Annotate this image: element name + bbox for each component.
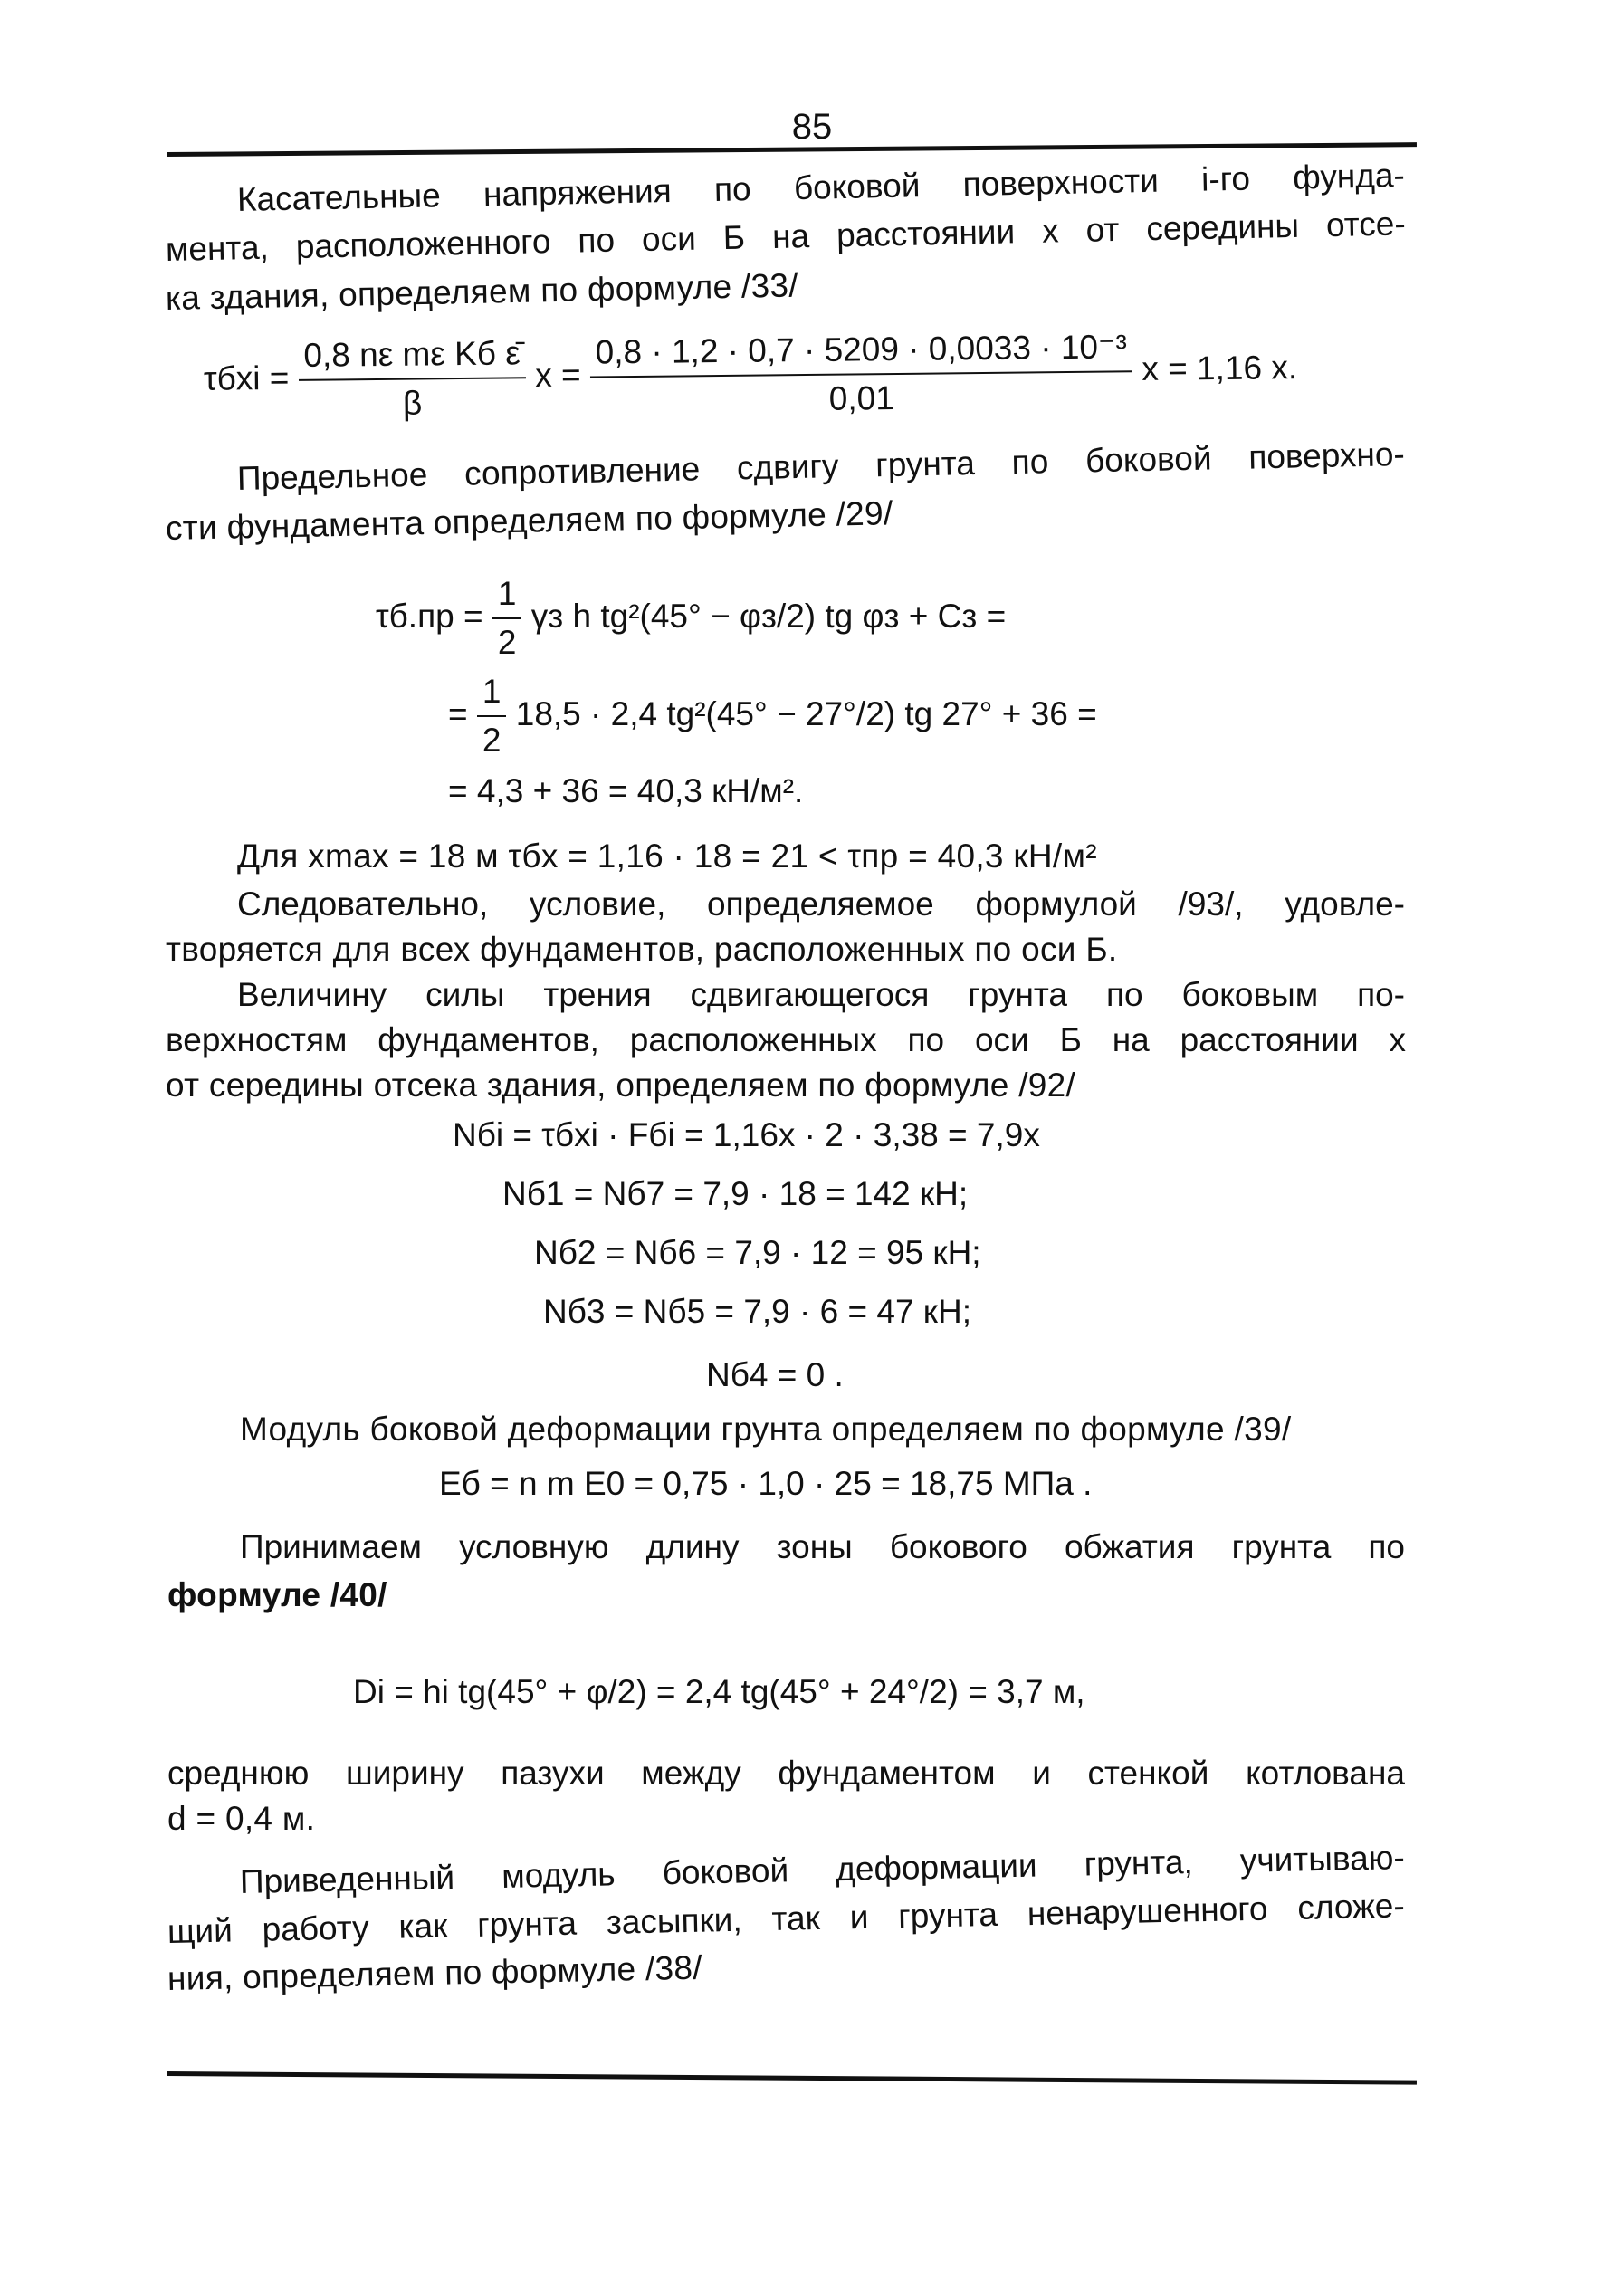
- p1-line1: Касательные напряжения по боковой поверхности i-го фунда-: [236, 156, 1406, 218]
- eq1-num2: 0,8 · 1,2 · 0,7 · 5209 · 0,0033 · 10⁻³: [589, 325, 1132, 378]
- eq3-line5: Nб4 = 0 .: [706, 1356, 844, 1393]
- p5-line1: Модуль боковой деформации грунта определяем по формуле /39/: [240, 1411, 1292, 1448]
- eq1-fraction-1: [298, 331, 526, 426]
- p1-line2: мента, расположенного по оси Б на расстоянии x от середины отсе-: [165, 205, 1407, 268]
- eq2-num: 1: [492, 572, 522, 619]
- eq2-l2-body: 18,5 · 2,4 tg²(45° − 27°/2) tg 27° + 36 =: [515, 694, 1097, 732]
- eq3-line1: Nбi = τбxi · Fбi = 1,16x · 2 · 3,38 = 7,9x: [453, 1116, 1040, 1153]
- eq1-lhs: τбxi =: [203, 359, 290, 397]
- p8-line3: ния, определяем по формуле /38/: [167, 1948, 703, 1997]
- p2-line1: Предельное сопротивление сдвигу грунта по боковой поверхно-: [236, 435, 1406, 497]
- p4-line3: от середины отсека здания, определяем по формуле /92/: [166, 1067, 1076, 1104]
- eq2-den: 2: [497, 624, 517, 661]
- equation-29-line2: [448, 670, 1097, 762]
- eq3-line3: Nб2 = Nб6 = 7,9 · 12 = 95 кН;: [534, 1234, 981, 1271]
- p1-line3: ка здания, определяем по формуле /33/: [165, 266, 799, 317]
- eq2-l2-den: 2: [482, 722, 502, 759]
- equation-40: Di = hi tg(45° + φ/2) = 2,4 tg(45° + 24°/2) = 3,7 м,: [353, 1673, 1085, 1710]
- eq2-half: [492, 572, 522, 665]
- eq3-line2: Nб1 = Nб7 = 7,9 · 18 = 142 кН;: [502, 1175, 969, 1212]
- p6-line1: Принимаем условную длину зоны бокового обжатия грунта по: [240, 1528, 1405, 1565]
- p3-line1: Для xmax = 18 м τбx = 1,16 · 18 = 21 < τпр = 40,3 кН/м²: [237, 837, 1097, 875]
- eq2-body: γз h tg²(45° − φз/2) tg φз + Cз =: [530, 597, 1007, 635]
- eq2-l2-half: [477, 670, 507, 762]
- p4-line2: верхностям фундаментов, расположенных по оси Б на расстоянии x: [166, 1021, 1406, 1058]
- page-number: 85: [791, 107, 833, 147]
- eq1-den1: β: [402, 384, 423, 422]
- eq1-fraction-2: [589, 325, 1132, 423]
- p8-line1: Приведенный модуль боковой деформации грунта, учитываю-: [239, 1839, 1406, 1900]
- p3-line3: творяется для всех фундаментов, расположенных по оси Б.: [166, 931, 1118, 968]
- eq2-lhs: τб.пр =: [376, 597, 483, 635]
- eq2-l2-pre: =: [448, 694, 468, 732]
- bottom-rule: [167, 2071, 1417, 2085]
- equation-29-line3: = 4,3 + 36 = 40,3 кН/м².: [448, 772, 804, 809]
- p6-line2: формуле /40/: [167, 1576, 387, 1613]
- p7-line2: d = 0,4 м.: [167, 1800, 316, 1837]
- eq1-num1: 0,8 nε mε Kб ε̄: [298, 331, 526, 381]
- p4-line1: Величину силы трения сдвигающегося грунта по боковым по-: [237, 976, 1405, 1013]
- equation-33: [203, 323, 1297, 427]
- p8-line2: щий работу как грунта засыпки, так и грунта ненарушенного сложе-: [167, 1887, 1406, 1950]
- equation-29-line1: [376, 572, 1006, 665]
- p2-line2: сти фундамента определяем по формуле /29/: [165, 494, 893, 547]
- p3-line2: Следовательно, условие, определяемое формулой /93/, удовле-: [237, 885, 1405, 923]
- p7-line1: среднюю ширину пазухи между фундаментом и стенкой котлована: [167, 1755, 1405, 1792]
- eq1-mid: x =: [535, 356, 581, 394]
- eq1-den2: 0,01: [828, 379, 895, 417]
- p5-equation: Eб = n m E0 = 0,75 · 1,0 · 25 = 18,75 МПа .: [439, 1465, 1093, 1502]
- eq3-line4: Nб3 = Nб5 = 7,9 · 6 = 47 кН;: [543, 1293, 971, 1330]
- eq1-rhs: x = 1,16 x.: [1142, 349, 1298, 387]
- eq2-l2-num: 1: [477, 670, 507, 717]
